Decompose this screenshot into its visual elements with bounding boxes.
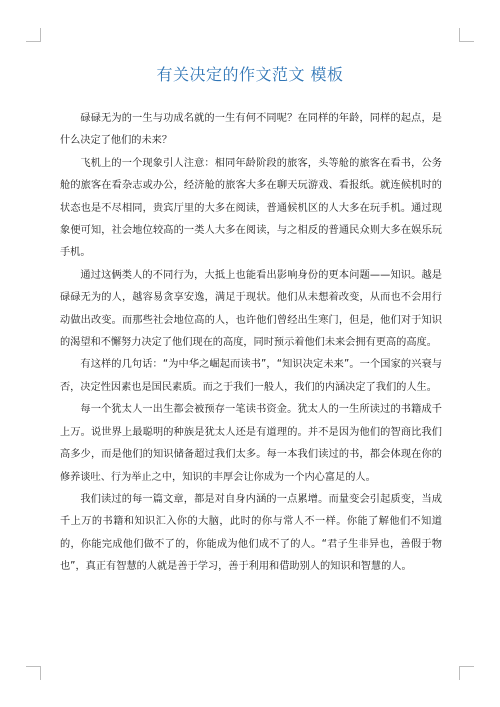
crop-mark-bottom-left [40, 666, 41, 680]
paragraph: 碌碌无为的一生与功成名就的一生有何不同呢？在同样的年龄，同样的起点，是什么决定了他们的未来？ [60, 113, 442, 147]
document-title: 有关决定的作文范文 模板 [156, 65, 344, 84]
crop-mark-bottom-left [26, 666, 40, 667]
crop-mark-top-left [26, 41, 40, 42]
paragraph: 每一个犹太人一出生都会被预存一笔读书资金。犹太人的一生所读过的书籍成千上万。说世界上最聪明的种族是犹太人还是有道理的。并不是因为他们的智商比我们高多少，而是他们的知识储备超过我们太多。每一本我们读过的书，都会体现在你的修养谈吐、行为举止之中，知识的丰厚会让你成为一个内心富足的人。 [60, 404, 442, 483]
crop-mark-top-left [40, 28, 41, 42]
paragraph: 飞机上的一个现象引人注意：相同年龄阶段的旅客，头等舱的旅客在看书，公务舱的旅客在看杂志或办公，经济舱的旅客大多在聊天玩游戏、看报纸。就连候机时的状态也是不尽相同，贵宾厅里的大多在阅读，普通候机区的人大多在玩手机。通过现象便可知，社会地位较高的一类人大多在阅读，与之相反的普通民众则大多在娱乐玩手机。 [60, 157, 442, 259]
paragraph: 我们读过的每一篇文章，都是对自身内涵的一点累增。而量变会引起质变，当成千上万的书籍和知识汇入你的大脑，此时的你与常人不一样。你能了解他们不知道的，你能完成他们做不了的，你能成为他们成不了的人。“君子生非异也，善假于物也”，真正有智慧的人就是善于学习，善于利用和借助别人的知识和智慧的人。 [60, 493, 442, 573]
document-body [60, 108, 442, 579]
crop-mark-bottom-right [459, 666, 460, 680]
paragraph: 有这样的几句话：“为中华之崛起而读书”，“知识决定未来”。一个国家的兴衰与否，决定性因素也是国民素质。而之于我们一般人，我们的内涵决定了我们的人生。 [60, 359, 442, 393]
crop-mark-top-right [460, 41, 474, 42]
crop-mark-top-right [459, 28, 460, 42]
paragraph: 通过这俩类人的不同行为，大抵上也能看出影响身份的更本问题——知识。越是碌碌无为的人，越容易贪享安逸，满足于现状。他们从未想着改变，从而也不会用行动做出改变。而那些社会地位高的人，也许他们曾经出生寒门，但是，他们对于知识的渴望和不懈努力决定了他们现在的高度，同时预示着他们未来会拥有更高的高度。 [60, 269, 442, 349]
crop-mark-bottom-right [460, 666, 474, 667]
